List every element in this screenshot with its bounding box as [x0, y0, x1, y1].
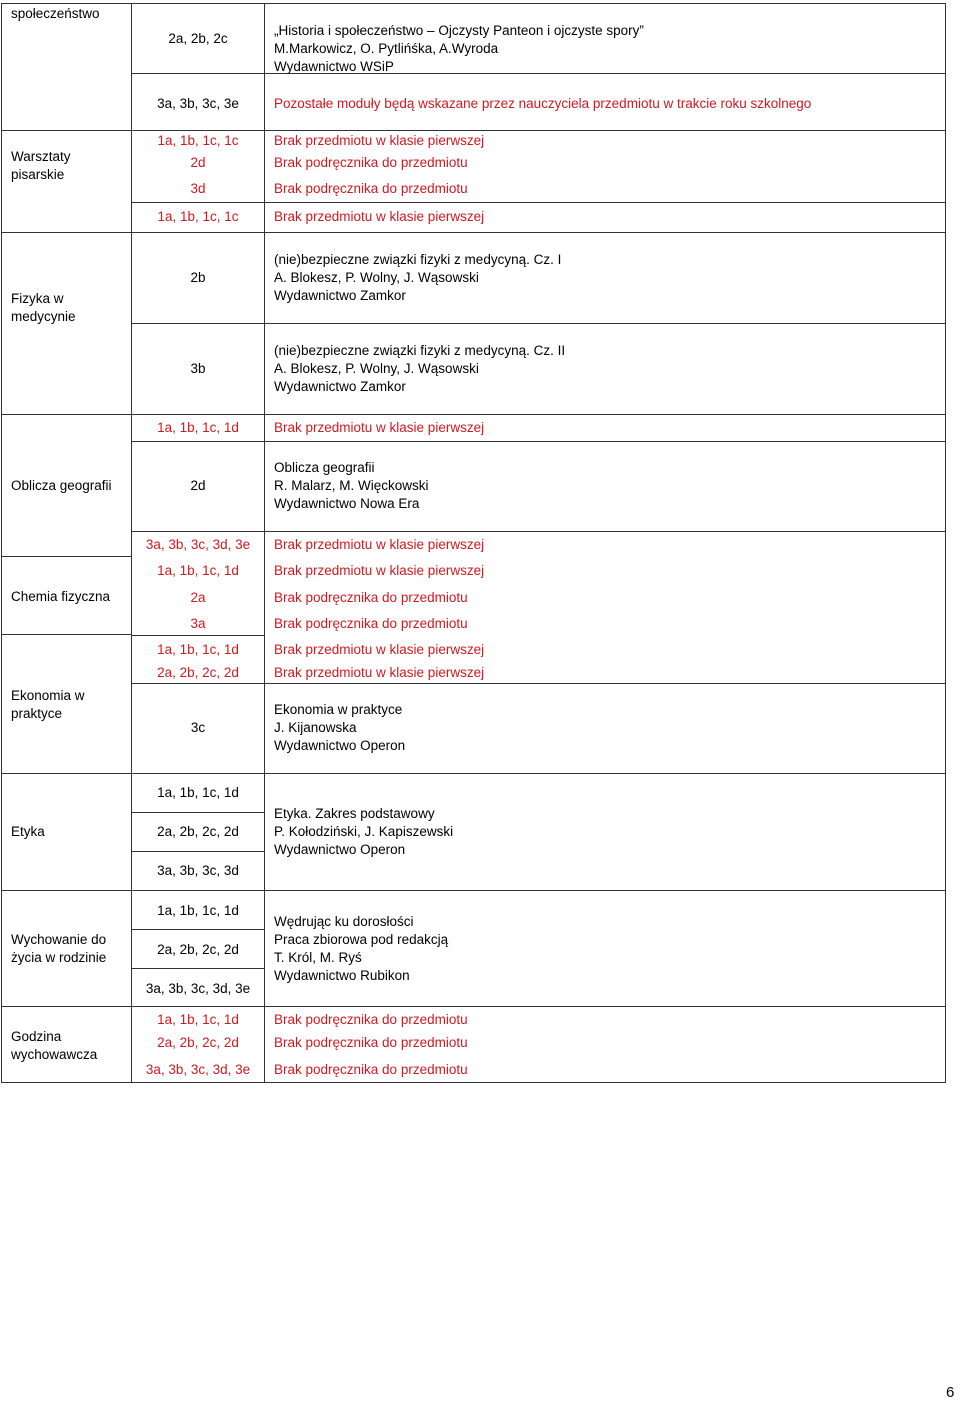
classes-cell: 3a	[190, 616, 206, 631]
textbook-authors: A. Blokesz, P. Wolny, J. Wąsowski	[274, 361, 479, 376]
classes-cell: 3a, 3b, 3c, 3d, 3e	[145, 537, 251, 552]
textbook-publisher: Wydawnictwo Operon	[274, 738, 406, 753]
note-cell: Brak przedmiotu w klasie pierwszej	[274, 563, 485, 578]
note-cell: Brak przedmiotu w klasie pierwszej	[274, 133, 485, 148]
note-cell: Brak podręcznika do przedmiotu	[274, 1062, 468, 1077]
textbook-title: Oblicza geografii	[274, 460, 375, 475]
classes-cell: 3a, 3b, 3c, 3e	[157, 96, 239, 111]
textbook-authors: P. Kołodziński, J. Kapiszewski	[274, 824, 454, 839]
classes-cell: 2a, 2b, 2c	[168, 31, 228, 46]
note-cell: Brak podręcznika do przedmiotu	[274, 616, 468, 631]
textbook-title: „Historia i społeczeństwo – Ojczysty Panteon i ojczyste spory”	[274, 23, 644, 38]
subject-ekonomia-line1: Ekonomia w	[11, 688, 85, 703]
subject-spoleczenstwo: społeczeństwo	[11, 6, 100, 21]
classes-cell: 3c	[190, 720, 206, 735]
subject-wychowanie-line1: Wychowanie do	[11, 932, 107, 947]
subject-geografia: Oblicza geografii	[11, 478, 112, 493]
classes-cell: 2a, 2b, 2c, 2d	[157, 665, 239, 680]
textbook-publisher: Wydawnictwo Zamkor	[274, 288, 406, 303]
textbook-title: Ekonomia w praktyce	[274, 702, 403, 717]
classes-cell: 2d	[190, 478, 206, 493]
classes-cell: 3a, 3b, 3c, 3d	[157, 863, 239, 878]
textbook-publisher: Wydawnictwo Rubikon	[274, 968, 410, 983]
note-cell: Pozostałe moduły będą wskazane przez nauczyciela przedmiotu w trakcie roku szkolnego	[274, 96, 812, 111]
classes-cell: 2a, 2b, 2c, 2d	[157, 824, 239, 839]
classes-cell: 3a, 3b, 3c, 3d, 3e	[145, 1062, 251, 1077]
classes-cell: 2a, 2b, 2c, 2d	[157, 1035, 239, 1050]
textbook-authors: A. Blokesz, P. Wolny, J. Wąsowski	[274, 270, 479, 285]
classes-cell: 2a	[190, 590, 206, 605]
textbook-title: Wędrując ku dorosłości	[274, 914, 414, 929]
classes-cell: 1a, 1b, 1c, 1d	[157, 1012, 239, 1027]
subject-wychowawcza-line1: Godzina	[11, 1029, 62, 1044]
classes-cell: 3d	[190, 181, 206, 196]
textbook-publisher: Wydawnictwo Nowa Era	[274, 496, 420, 511]
subject-wychowanie-line2: życia w rodzinie	[11, 950, 107, 965]
textbook-title: Etyka. Zakres podstawowy	[274, 806, 435, 821]
subject-wychowawcza-line2: wychowawcza	[11, 1047, 98, 1062]
classes-cell: 1a, 1b, 1c, 1d	[157, 420, 239, 435]
note-cell: Brak przedmiotu w klasie pierwszej	[274, 642, 485, 657]
classes-cell: 2d	[190, 155, 206, 170]
classes-cell: 1a, 1b, 1c, 1c	[157, 133, 239, 148]
textbook-publisher: Wydawnictwo Operon	[274, 842, 406, 857]
classes-cell: 1a, 1b, 1c, 1d	[157, 785, 239, 800]
textbook-note: Praca zbiorowa pod redakcją	[274, 932, 449, 947]
note-cell: Brak przedmiotu w klasie pierwszej	[274, 665, 485, 680]
note-cell: Brak przedmiotu w klasie pierwszej	[274, 537, 485, 552]
textbook-authors: R. Malarz, M. Więckowski	[274, 478, 429, 493]
textbook-title: (nie)bezpieczne związki fizyki z medycyną. Cz. II	[274, 343, 566, 358]
note-cell: Brak podręcznika do przedmiotu	[274, 181, 468, 196]
note-cell: Brak podręcznika do przedmiotu	[274, 1012, 468, 1027]
classes-cell: 1a, 1b, 1c, 1d	[157, 903, 239, 918]
page-number: 6	[946, 1384, 955, 1401]
note-cell: Brak podręcznika do przedmiotu	[274, 1035, 468, 1050]
classes-cell: 2a, 2b, 2c, 2d	[157, 942, 239, 957]
note-cell: Brak podręcznika do przedmiotu	[274, 590, 468, 605]
classes-cell: 3b	[190, 361, 206, 376]
subject-warsztaty-line2: pisarskie	[11, 167, 65, 182]
subject-fizyka-line2: medycynie	[11, 309, 76, 324]
classes-cell: 1a, 1b, 1c, 1d	[157, 642, 239, 657]
subject-chemia: Chemia fizyczna	[11, 589, 111, 604]
note-cell: Brak przedmiotu w klasie pierwszej	[274, 420, 485, 435]
subject-etyka: Etyka	[11, 824, 45, 839]
subject-warsztaty-line1: Warsztaty	[11, 149, 71, 164]
subject-fizyka-line1: Fizyka w	[11, 291, 64, 306]
note-cell: Brak podręcznika do przedmiotu	[274, 155, 468, 170]
textbook-publisher: Wydawnictwo WSiP	[274, 59, 394, 74]
subject-ekonomia-line2: praktyce	[11, 706, 63, 721]
textbook-authors: J. Kijanowska	[274, 720, 357, 735]
classes-cell: 3a, 3b, 3c, 3d, 3e	[145, 981, 251, 996]
note-cell: Brak przedmiotu w klasie pierwszej	[274, 209, 485, 224]
classes-cell: 1a, 1b, 1c, 1c	[157, 209, 239, 224]
textbook-authors: T. Król, M. Ryś	[274, 950, 362, 965]
classes-cell: 1a, 1b, 1c, 1d	[157, 563, 239, 578]
textbook-authors: M.Markowicz, O. Pytlińśka, A.Wyroda	[274, 41, 499, 56]
textbook-publisher: Wydawnictwo Zamkor	[274, 379, 406, 394]
textbook-title: (nie)bezpieczne związki fizyki z medycyną. Cz. I	[274, 252, 562, 267]
classes-cell: 2b	[190, 270, 206, 285]
